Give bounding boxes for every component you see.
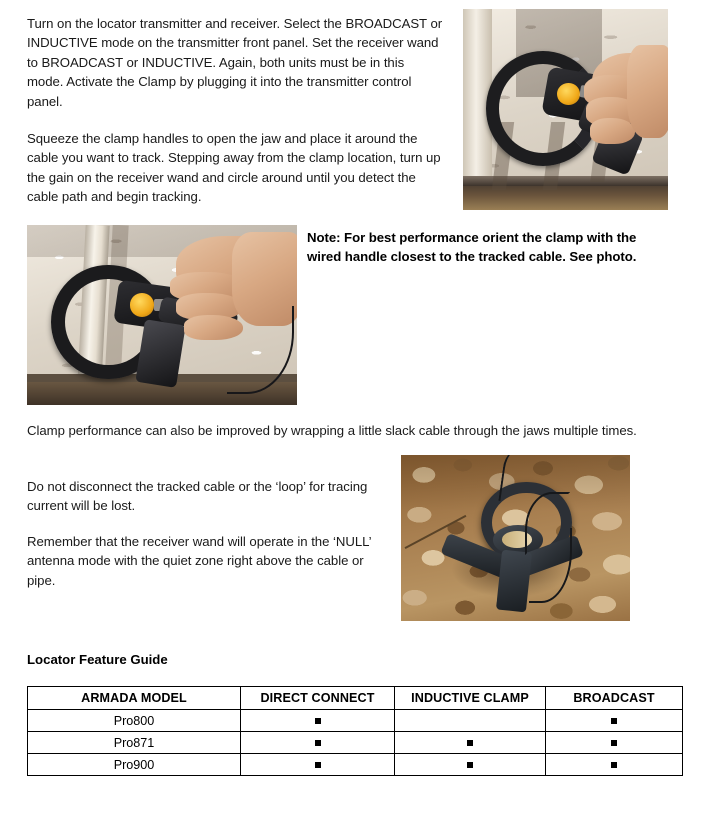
cell-model: Pro800 (28, 710, 241, 732)
feature-marker (611, 740, 617, 746)
paragraph-do-not-disconnect: Do not disconnect the tracked cable or the ‘loop’ for tracing current will be lost. (27, 479, 368, 514)
cell-model: Pro900 (28, 754, 241, 776)
cell-broadcast (546, 710, 683, 732)
table-row (28, 710, 683, 732)
column-header-direct-connect: DIRECT CONNECT (241, 687, 395, 710)
clamp-logo-icon (130, 293, 154, 316)
cell-broadcast (546, 754, 683, 776)
photo-clamp-in-hand (463, 9, 668, 210)
cell-broadcast (546, 732, 683, 754)
column-header-inductive-clamp: INDUCTIVE CLAMP (395, 687, 546, 710)
table-header-row (28, 687, 683, 710)
photo-clamp-around-pipe (27, 225, 297, 405)
feature-marker (315, 718, 321, 724)
cell-direct-connect (241, 710, 395, 732)
feature-marker (467, 740, 473, 746)
locator-feature-table (27, 686, 683, 776)
column-header-armada-model: ARMADA MODEL (28, 687, 241, 710)
cell-inductive-clamp (395, 754, 546, 776)
cell-inductive-clamp (395, 732, 546, 754)
cell-model: Pro871 (28, 732, 241, 754)
paragraph-setup-instructions: Turn on the locator transmitter and receiver. Select the BROADCAST or INDUCTIVE mode on the transmitter front panel. Set the receiver wand to BROADCAST or INDUCTIVE. Again, both units must be in this mode. Activate the Clamp by plugging it into the transmitter control panel. (27, 16, 443, 109)
cell-direct-connect (241, 754, 395, 776)
feature-marker (315, 740, 321, 746)
feature-marker (467, 762, 473, 768)
column-header-broadcast: BROADCAST (546, 687, 683, 710)
locator-feature-table-wrapper (27, 686, 682, 776)
feature-marker (315, 762, 321, 768)
table-row (28, 732, 683, 754)
paragraph-null-antenna-mode: Remember that the receiver wand will operate in the ‘NULL’ antenna mode with the quiet zone right above the cable or pipe. (27, 534, 372, 588)
photo-clamp-on-ground (401, 455, 630, 621)
paragraph-clamp-usage: Squeeze the clamp handles to open the jaw and place it around the cable you want to track. Stepping away from the clamp location, turn up the gain on the receiver wand and circle around until you detect the cable path and begin tracking. (27, 131, 441, 205)
cell-direct-connect (241, 732, 395, 754)
paragraph-slack-cable: Clamp performance can also be improved by wrapping a little slack cable through the jaws multiple times. (27, 423, 637, 438)
cell-inductive-clamp (395, 710, 546, 732)
section-title-locator-feature-guide: Locator Feature Guide (27, 652, 168, 667)
table-row (28, 754, 683, 776)
note-orientation: Note: For best performance orient the clamp with the wired handle closest to the tracked cable. See photo. (307, 230, 637, 265)
feature-marker (611, 718, 617, 724)
table-body (28, 710, 683, 776)
feature-marker (611, 762, 617, 768)
